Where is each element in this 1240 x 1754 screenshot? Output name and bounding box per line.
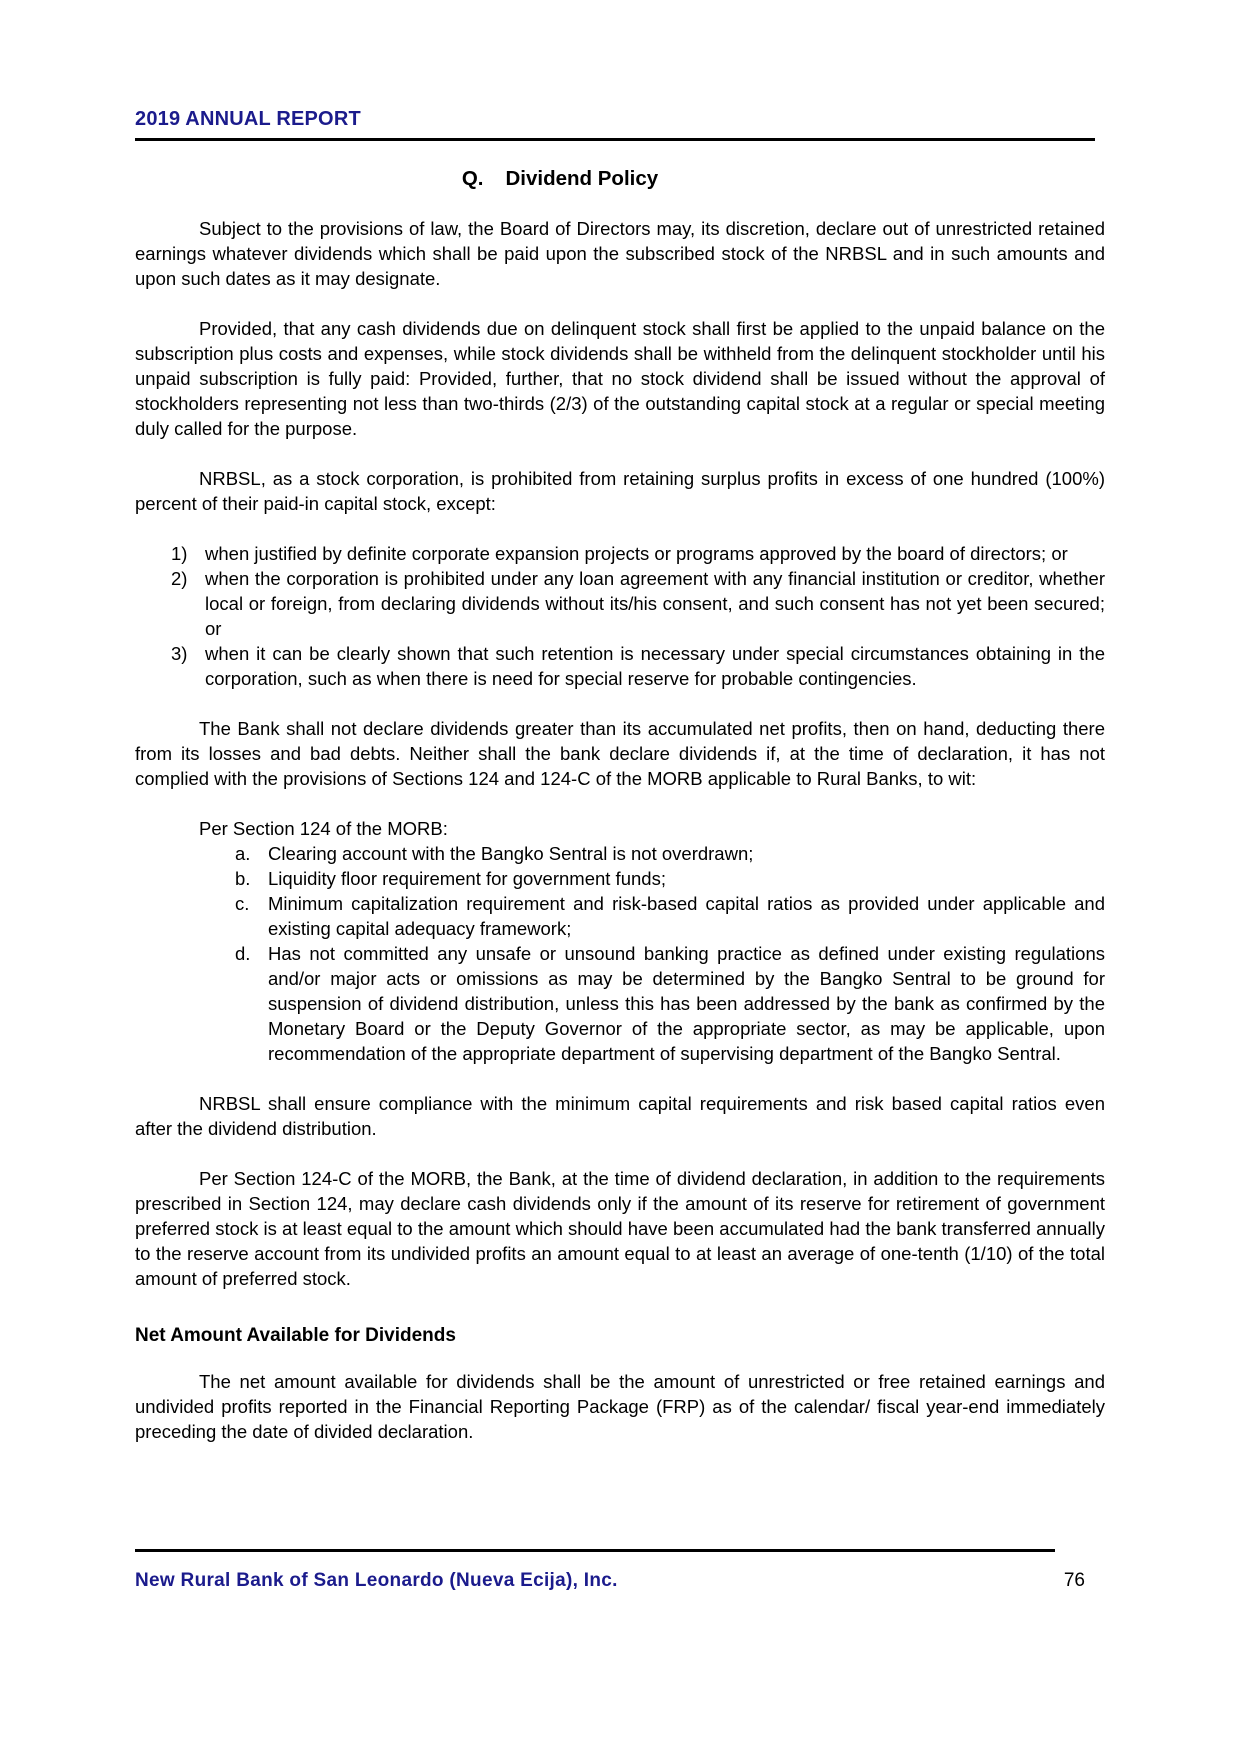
list-item-text: Minimum capitalization requirement and risk-based capital ratios as provided under applicable and existing capital adequacy framework;	[268, 893, 1105, 939]
paragraph-section-124c: Per Section 124-C of the MORB, the Bank, at the time of dividend declaration, in addition to the requirements prescribed in Section 124, may declare cash dividends only if the amount of its reserve for retirement of government preferred stock is at least equal to the amount which should have been accumulated had the bank transferred annually to the reserve account from its undivided profits an amount equal to at least an average of one-tenth (1/10) of the total amount of preferred stock.	[135, 1168, 1105, 1289]
numbered-list	[135, 541, 1105, 691]
page-footer	[135, 1570, 1085, 1592]
list-item-text: when it can be clearly shown that such retention is necessary under special circumstances obtaining in the corporation, such as when there is need for special reserve for probable contingencies.	[205, 643, 1105, 689]
footer-page-number: 76	[1063, 1570, 1085, 1591]
list-marker: b.	[235, 868, 251, 889]
list-item	[135, 866, 1105, 891]
list-marker: 3)	[171, 643, 188, 664]
list-item-text: Clearing account with the Bangko Sentral is not overdrawn;	[268, 843, 754, 864]
lettered-list	[135, 841, 1105, 1066]
paragraph-bank-shall-not-declare: The Bank shall not declare dividends greater than its accumulated net profits, then on hand, deducting there from its losses and bad debts. Neither shall the bank declare dividends if, at the time of declaration, it has not complied with the provisions of Sections 124 and 124-C of the MORB applicable to Rural Banks, to wit:	[135, 718, 1105, 789]
header-rule	[135, 138, 1095, 141]
list-item	[135, 641, 1105, 691]
list-item	[135, 891, 1105, 941]
section-title: Dividend Policy	[505, 167, 659, 190]
list-marker: a.	[235, 843, 251, 864]
paragraph-subject-to-provisions: Subject to the provisions of law, the Board of Directors may, its discretion, declare out of unrestricted retained earnings whatever dividends which shall be paid upon the subscribed stock of the NRBSL and in such amounts and upon such dates as it may designate.	[135, 218, 1105, 289]
paragraph-net-amount: The net amount available for dividends shall be the amount of unrestricted or free retained earnings and undivided profits reported in the Financial Reporting Package (FRP) as of the calendar/ fiscal year-end immediately preceding the date of divided declaration.	[135, 1371, 1105, 1442]
report-title: 2019 ANNUAL REPORT	[135, 108, 361, 130]
paragraph-ensure-compliance: NRBSL shall ensure compliance with the minimum capital requirements and risk based capital ratios even after the dividend distribution.	[135, 1093, 1105, 1139]
list-item-text: when the corporation is prohibited under any loan agreement with any financial institution or creditor, whether local or foreign, from declaring dividends without its/his consent, and such consent has not yet been secured; or	[205, 568, 1105, 639]
list-marker: c.	[235, 893, 250, 914]
section-heading	[135, 167, 985, 191]
paragraph-provided-cash-dividends: Provided, that any cash dividends due on delinquent stock shall first be applied to the unpaid balance on the subscription plus costs and expenses, while stock dividends shall be withheld from the delinquent stockholder until his unpaid subscription is fully paid: Provided, further, that no stock dividend shall be issued without the approval of stockholders representing not less than two-thirds (2/3) of the outstanding capital stock at a regular or special meeting duly called for the purpose.	[135, 318, 1105, 439]
list-item-text: Liquidity floor requirement for government funds;	[268, 868, 666, 889]
list-item-text: Has not committed any unsafe or unsound banking practice as defined under existing regulations and/or major acts or omissions as may be determined by the Bangko Sentral to be ground for suspension of dividend distribution, unless this has been addressed by the bank as confirmed by the Monetary Board or the Deputy Governor of the appropriate sector, as may be applicable, upon recommendation of the appropriate department of supervising department of the Bangko Sentral.	[268, 943, 1105, 1064]
list-item	[135, 941, 1105, 1066]
list-marker: 2)	[171, 568, 188, 589]
footer-bank-name: New Rural Bank of San Leonardo (Nueva Ecija), Inc.	[135, 1570, 618, 1591]
paragraph-surplus-profits: NRBSL, as a stock corporation, is prohibited from retaining surplus profits in excess of one hundred (100%) percent of their paid-in capital stock, except:	[135, 468, 1105, 514]
list-item	[135, 566, 1105, 641]
subheading-net-amount-available: Net Amount Available for Dividends	[135, 1325, 456, 1346]
section-label: Q.	[461, 167, 484, 190]
list-item	[135, 541, 1105, 566]
list-marker: d.	[235, 943, 251, 964]
list-marker: 1)	[171, 543, 188, 564]
morb-section-intro: Per Section 124 of the MORB:	[199, 818, 448, 839]
footer-rule	[135, 1549, 1055, 1552]
list-item	[135, 841, 1105, 866]
list-item-text: when justified by definite corporate expansion projects or programs approved by the board of directors; or	[205, 543, 1068, 564]
